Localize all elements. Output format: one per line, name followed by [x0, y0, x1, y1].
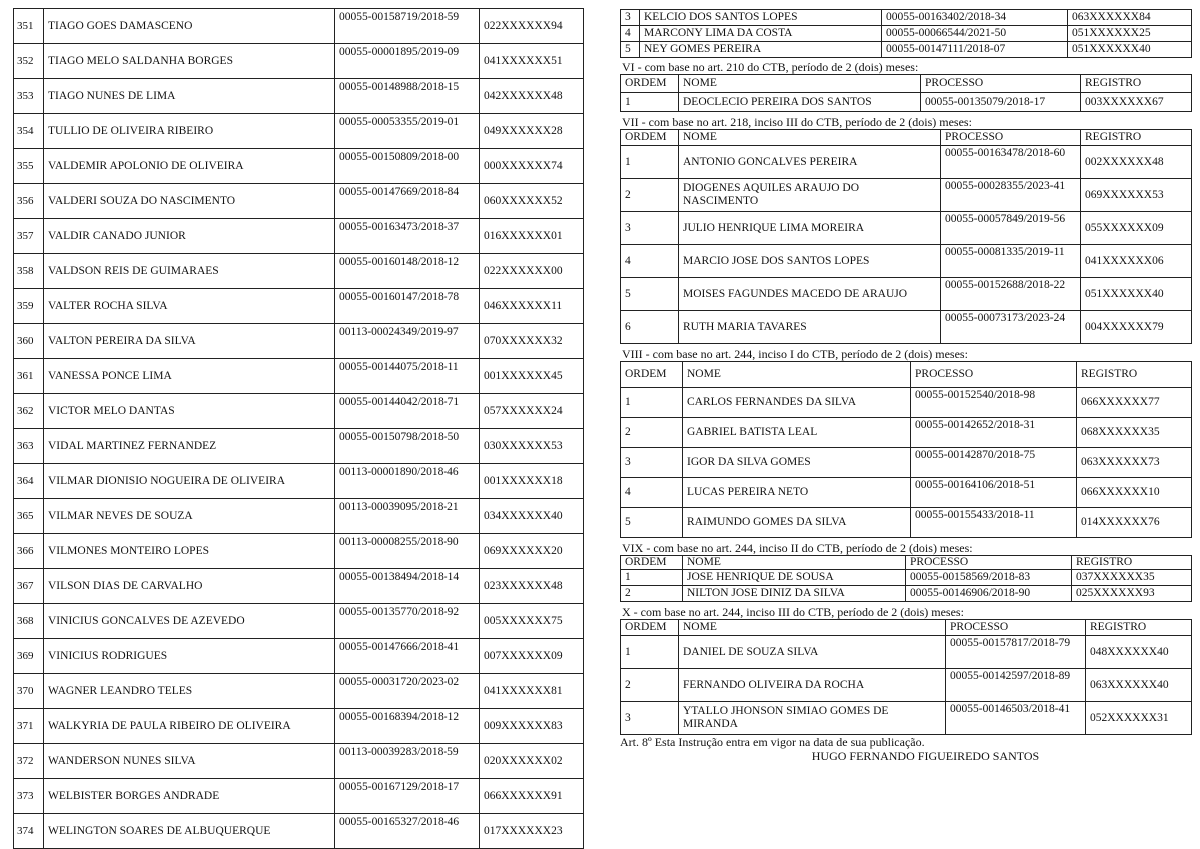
table-row [621, 26, 1192, 42]
column-header-nome: NOME [679, 75, 921, 93]
process-number: 00113-00024349/2019-97 [335, 324, 480, 359]
process-number: 00055-00135079/2018-17 [921, 93, 1081, 112]
person-name: VALDERI SOUZA DO NASCIMENTO [44, 184, 335, 219]
column-header-registro: REGISTRO [1086, 620, 1192, 636]
table-row [14, 814, 584, 849]
table-row [14, 779, 584, 814]
person-name: VALDIR CANADO JUNIOR [44, 219, 335, 254]
table-row [621, 179, 1192, 212]
registration-number: 016XXXXXX01 [480, 219, 584, 254]
row-number: 373 [14, 779, 44, 814]
registration-number: 063XXXXXX84 [1068, 10, 1192, 26]
person-name: WANDERSON NUNES SILVA [44, 744, 335, 779]
table-row [14, 114, 584, 149]
column-header-nome: NOME [679, 130, 941, 146]
column-header-processo: PROCESSO [946, 620, 1086, 636]
person-name: WELBISTER BORGES ANDRADE [44, 779, 335, 814]
table-row [14, 534, 584, 569]
person-name: VALDSON REIS DE GUIMARAES [44, 254, 335, 289]
registration-number: 066XXXXXX91 [480, 779, 584, 814]
section-heading: VIX - com base no art. 244, inciso II do CTB, período de 2 (dois) meses: [622, 541, 973, 555]
person-name: MARCONY LIMA DA COSTA [640, 26, 882, 42]
table-header-row [621, 130, 1192, 146]
table-row [14, 744, 584, 779]
process-number: 00055-00057849/2019-56 [941, 212, 1081, 245]
process-number: 00055-00028355/2023-41 [941, 179, 1081, 212]
registration-number: 025XXXXXX93 [1072, 586, 1192, 602]
row-number: 4 [621, 478, 683, 508]
column-header-processo: PROCESSO [941, 130, 1081, 146]
process-number: 00055-00144075/2018-11 [335, 359, 480, 394]
table-row [621, 478, 1192, 508]
row-number: 356 [14, 184, 44, 219]
table-row [621, 702, 1192, 735]
process-number: 00055-00142870/2018-75 [911, 448, 1077, 478]
registration-number: 037XXXXXX35 [1072, 570, 1192, 586]
process-number: 00055-00138494/2018-14 [335, 569, 480, 604]
registration-number: 069XXXXXX20 [480, 534, 584, 569]
table-header-row [621, 362, 1192, 388]
table-row [621, 418, 1192, 448]
table-row [14, 44, 584, 79]
section-table [620, 129, 1192, 344]
person-name: TIAGO NUNES DE LIMA [44, 79, 335, 114]
person-name: TULLIO DE OLIVEIRA RIBEIRO [44, 114, 335, 149]
person-name: VILMAR NEVES DE SOUZA [44, 499, 335, 534]
row-number: 368 [14, 604, 44, 639]
person-name: RUTH MARIA TAVARES [679, 311, 941, 344]
process-number: 00055-00142597/2018-89 [946, 669, 1086, 702]
row-number: 3 [621, 448, 683, 478]
registration-number: 051XXXXXX40 [1081, 278, 1192, 311]
section-table [620, 555, 1192, 602]
row-number: 4 [621, 245, 679, 278]
registration-number: 022XXXXXX00 [480, 254, 584, 289]
registration-number: 022XXXXXX94 [480, 9, 584, 44]
row-number: 352 [14, 44, 44, 79]
process-number: 00055-00164106/2018-51 [911, 478, 1077, 508]
person-name: JOSE HENRIQUE DE SOUSA [683, 570, 906, 586]
column-header-nome: NOME [679, 620, 946, 636]
row-number: 2 [621, 669, 679, 702]
table-header-row [621, 75, 1192, 93]
person-name: MARCIO JOSE DOS SANTOS LOPES [679, 245, 941, 278]
table-row [621, 636, 1192, 669]
registration-number: 066XXXXXX77 [1077, 388, 1192, 418]
row-number: 363 [14, 429, 44, 464]
process-number: 00055-00158719/2018-59 [335, 9, 480, 44]
row-number: 3 [621, 10, 640, 26]
process-number: 00055-00073173/2023-24 [941, 311, 1081, 344]
person-name: LUCAS PEREIRA NETO [683, 478, 911, 508]
person-name: TIAGO GOES DAMASCENO [44, 9, 335, 44]
table-row [621, 278, 1192, 311]
table-row [621, 212, 1192, 245]
table-row [14, 709, 584, 744]
section-table [620, 74, 1192, 112]
table-row [14, 359, 584, 394]
process-number: 00055-00053355/2019-01 [335, 114, 480, 149]
registration-number: 051XXXXXX40 [1068, 42, 1192, 58]
table-row [621, 570, 1192, 586]
sections-container [620, 60, 1191, 735]
table-row [14, 394, 584, 429]
registration-number: 000XXXXXX74 [480, 149, 584, 184]
continued-table [620, 9, 1192, 58]
person-name: VILMONES MONTEIRO LOPES [44, 534, 335, 569]
registration-number: 014XXXXXX76 [1077, 508, 1192, 538]
person-name: FERNANDO OLIVEIRA DA ROCHA [679, 669, 946, 702]
process-number: 00055-00031720/2023-02 [335, 674, 480, 709]
registration-number: 002XXXXXX48 [1081, 146, 1192, 179]
table-row [621, 93, 1192, 112]
table-row [14, 674, 584, 709]
row-number: 354 [14, 114, 44, 149]
process-number: 00055-00158569/2018-83 [906, 570, 1072, 586]
row-number: 372 [14, 744, 44, 779]
registration-number: 041XXXXXX81 [480, 674, 584, 709]
section-heading: VIII - com base no art. 244, inciso I do CTB, período de 2 (dois) meses: [622, 347, 968, 361]
process-number: 00055-00160147/2018-78 [335, 289, 480, 324]
registration-number: 046XXXXXX11 [480, 289, 584, 324]
row-number: 5 [621, 508, 683, 538]
column-header-ordem: ORDEM [621, 75, 679, 93]
registration-number: 001XXXXXX18 [480, 464, 584, 499]
table-row [14, 429, 584, 464]
process-number: 00055-00148988/2018-15 [335, 79, 480, 114]
registration-number: 060XXXXXX52 [480, 184, 584, 219]
registration-number: 066XXXXXX10 [1077, 478, 1192, 508]
person-name: DIOGENES AQUILES ARAUJO DO NASCIMENTO [679, 179, 941, 212]
row-number: 5 [621, 278, 679, 311]
process-number: 00055-00150809/2018-00 [335, 149, 480, 184]
registration-number: 048XXXXXX40 [1086, 636, 1192, 669]
table-row [14, 254, 584, 289]
process-number: 00055-00152688/2018-22 [941, 278, 1081, 311]
process-number: 00113-00039283/2018-59 [335, 744, 480, 779]
row-number: 1 [621, 388, 683, 418]
row-number: 371 [14, 709, 44, 744]
process-number: 00055-00165327/2018-46 [335, 814, 480, 849]
process-number: 00055-00081335/2019-11 [941, 245, 1081, 278]
row-number: 367 [14, 569, 44, 604]
row-number: 2 [621, 586, 683, 602]
table-row [14, 289, 584, 324]
continued-table-body [621, 10, 1192, 58]
column-header-nome: NOME [683, 362, 911, 388]
section-heading: VII - com base no art. 218, inciso III do CTB, período de 2 (dois) meses: [622, 115, 972, 129]
person-name: VICTOR MELO DANTAS [44, 394, 335, 429]
row-number: 360 [14, 324, 44, 359]
row-number: 1 [621, 146, 679, 179]
table-row [14, 9, 584, 44]
registration-number: 017XXXXXX23 [480, 814, 584, 849]
registration-number: 005XXXXXX75 [480, 604, 584, 639]
column-header-ordem: ORDEM [621, 362, 683, 388]
row-number: 5 [621, 42, 640, 58]
table-row [621, 10, 1192, 26]
registration-number: 003XXXXXX67 [1081, 93, 1192, 112]
column-header-processo: PROCESSO [911, 362, 1077, 388]
row-number: 6 [621, 311, 679, 344]
section-table [620, 619, 1192, 735]
person-name: VINICIUS GONCALVES DE AZEVEDO [44, 604, 335, 639]
column-header-registro: REGISTRO [1081, 130, 1192, 146]
process-number: 00055-00135770/2018-92 [335, 604, 480, 639]
table-header-row [621, 556, 1192, 570]
person-name: DEOCLECIO PEREIRA DOS SANTOS [679, 93, 921, 112]
person-name: RAIMUNDO GOMES DA SILVA [683, 508, 911, 538]
registration-number: 052XXXXXX31 [1086, 702, 1192, 735]
process-number: 00055-00150798/2018-50 [335, 429, 480, 464]
person-name: VILSON DIAS DE CARVALHO [44, 569, 335, 604]
process-number: 00055-00152540/2018-98 [911, 388, 1077, 418]
person-name: ANTONIO GONCALVES PEREIRA [679, 146, 941, 179]
person-name: NILTON JOSE DINIZ DA SILVA [683, 586, 906, 602]
person-name: NEY GOMES PEREIRA [640, 42, 882, 58]
row-number: 2 [621, 179, 679, 212]
person-name: VALTON PEREIRA DA SILVA [44, 324, 335, 359]
section-heading: VI - com base no art. 210 do CTB, período de 2 (dois) meses: [622, 60, 919, 74]
table-row [621, 508, 1192, 538]
registration-number: 069XXXXXX53 [1081, 179, 1192, 212]
registration-number: 007XXXXXX09 [480, 639, 584, 674]
column-header-ordem: ORDEM [621, 556, 683, 570]
registration-number: 041XXXXXX06 [1081, 245, 1192, 278]
person-name: WELINGTON SOARES DE ALBUQUERQUE [44, 814, 335, 849]
person-name: WALKYRIA DE PAULA RIBEIRO DE OLIVEIRA [44, 709, 335, 744]
registration-number: 009XXXXXX83 [480, 709, 584, 744]
process-number: 00055-00168394/2018-12 [335, 709, 480, 744]
column-header-processo: PROCESSO [921, 75, 1081, 93]
column-header-registro: REGISTRO [1077, 362, 1192, 388]
registration-number: 057XXXXXX24 [480, 394, 584, 429]
process-number: 00113-00008255/2018-90 [335, 534, 480, 569]
process-number: 00055-00157817/2018-79 [946, 636, 1086, 669]
process-number: 00055-00001895/2019-09 [335, 44, 480, 79]
column-header-ordem: ORDEM [621, 130, 679, 146]
row-number: 359 [14, 289, 44, 324]
registration-number: 063XXXXXX73 [1077, 448, 1192, 478]
right-column [620, 9, 1191, 763]
table-row [14, 324, 584, 359]
registration-number: 004XXXXXX79 [1081, 311, 1192, 344]
registration-number: 055XXXXXX09 [1081, 212, 1192, 245]
registration-number: 023XXXXXX48 [480, 569, 584, 604]
process-number: 00055-00147666/2018-41 [335, 639, 480, 674]
process-number: 00055-00146906/2018-90 [906, 586, 1072, 602]
column-header-ordem: ORDEM [621, 620, 679, 636]
row-number: 3 [621, 702, 679, 735]
footer-article: Art. 8º Esta Instrução entra em vigor na data de sua publicação. [620, 735, 925, 749]
registration-number: 049XXXXXX28 [480, 114, 584, 149]
section-heading: X - com base no art. 244, inciso III do CTB, período de 2 (dois) meses: [622, 605, 964, 619]
registration-number: 030XXXXXX53 [480, 429, 584, 464]
person-name: VALDEMIR APOLONIO DE OLIVEIRA [44, 149, 335, 184]
process-number: 00055-00160148/2018-12 [335, 254, 480, 289]
person-name: GABRIEL BATISTA LEAL [683, 418, 911, 448]
person-name: DANIEL DE SOUZA SILVA [679, 636, 946, 669]
row-number: 366 [14, 534, 44, 569]
table-row [14, 569, 584, 604]
process-number: 00055-00167129/2018-17 [335, 779, 480, 814]
registration-number: 020XXXXXX02 [480, 744, 584, 779]
person-name: YTALLO JHONSON SIMIAO GOMES DE MIRANDA [679, 702, 946, 735]
person-name: IGOR DA SILVA GOMES [683, 448, 911, 478]
table-row [621, 669, 1192, 702]
table-row [14, 639, 584, 674]
row-number: 357 [14, 219, 44, 254]
process-number: 00055-00163478/2018-60 [941, 146, 1081, 179]
table-row [621, 311, 1192, 344]
row-number: 369 [14, 639, 44, 674]
column-header-processo: PROCESSO [906, 556, 1072, 570]
left-records-table [13, 8, 584, 849]
person-name: KELCIO DOS SANTOS LOPES [640, 10, 882, 26]
person-name: VILMAR DIONISIO NOGUEIRA DE OLIVEIRA [44, 464, 335, 499]
table-row [14, 149, 584, 184]
row-number: 3 [621, 212, 679, 245]
person-name: VANESSA PONCE LIMA [44, 359, 335, 394]
row-number: 1 [621, 636, 679, 669]
person-name: CARLOS FERNANDES DA SILVA [683, 388, 911, 418]
process-number: 00055-00163402/2018-34 [882, 10, 1068, 26]
registration-number: 001XXXXXX45 [480, 359, 584, 394]
row-number: 362 [14, 394, 44, 429]
table-row [14, 499, 584, 534]
person-name: JULIO HENRIQUE LIMA MOREIRA [679, 212, 941, 245]
row-number: 374 [14, 814, 44, 849]
signature-name: HUGO FERNANDO FIGUEIREDO SANTOS [811, 749, 1040, 763]
row-number: 1 [621, 570, 683, 586]
process-number: 00055-00155433/2018-11 [911, 508, 1077, 538]
row-number: 370 [14, 674, 44, 709]
table-row [621, 586, 1192, 602]
left-records-body [14, 9, 584, 849]
person-name: TIAGO MELO SALDANHA BORGES [44, 44, 335, 79]
table-row [621, 42, 1192, 58]
table-row [14, 464, 584, 499]
process-number: 00055-00147669/2018-84 [335, 184, 480, 219]
process-number: 00055-00144042/2018-71 [335, 394, 480, 429]
table-row [621, 448, 1192, 478]
row-number: 4 [621, 26, 640, 42]
row-number: 351 [14, 9, 44, 44]
registration-number: 051XXXXXX25 [1068, 26, 1192, 42]
table-row [14, 604, 584, 639]
row-number: 353 [14, 79, 44, 114]
process-number: 00055-00066544/2021-50 [882, 26, 1068, 42]
table-row [14, 184, 584, 219]
column-header-registro: REGISTRO [1072, 556, 1192, 570]
registration-number: 034XXXXXX40 [480, 499, 584, 534]
person-name: WAGNER LEANDRO TELES [44, 674, 335, 709]
process-number: 00113-00039095/2018-21 [335, 499, 480, 534]
process-number: 00055-00147111/2018-07 [882, 42, 1068, 58]
table-row [14, 219, 584, 254]
table-header-row [621, 620, 1192, 636]
table-row [621, 388, 1192, 418]
table-row [621, 245, 1192, 278]
registration-number: 070XXXXXX32 [480, 324, 584, 359]
registration-number: 041XXXXXX51 [480, 44, 584, 79]
process-number: 00113-00001890/2018-46 [335, 464, 480, 499]
section-table [620, 361, 1192, 538]
person-name: VALTER ROCHA SILVA [44, 289, 335, 324]
row-number: 365 [14, 499, 44, 534]
process-number: 00055-00163473/2018-37 [335, 219, 480, 254]
row-number: 361 [14, 359, 44, 394]
table-row [621, 146, 1192, 179]
row-number: 355 [14, 149, 44, 184]
column-header-registro: REGISTRO [1081, 75, 1192, 93]
person-name: VINICIUS RODRIGUES [44, 639, 335, 674]
process-number: 00055-00146503/2018-41 [946, 702, 1086, 735]
registration-number: 068XXXXXX35 [1077, 418, 1192, 448]
registration-number: 063XXXXXX40 [1086, 669, 1192, 702]
process-number: 00055-00142652/2018-31 [911, 418, 1077, 448]
row-number: 364 [14, 464, 44, 499]
registration-number: 042XXXXXX48 [480, 79, 584, 114]
row-number: 2 [621, 418, 683, 448]
person-name: MOISES FAGUNDES MACEDO DE ARAUJO [679, 278, 941, 311]
table-row [14, 79, 584, 114]
row-number: 358 [14, 254, 44, 289]
row-number: 1 [621, 93, 679, 112]
column-header-nome: NOME [683, 556, 906, 570]
person-name: VIDAL MARTINEZ FERNANDEZ [44, 429, 335, 464]
